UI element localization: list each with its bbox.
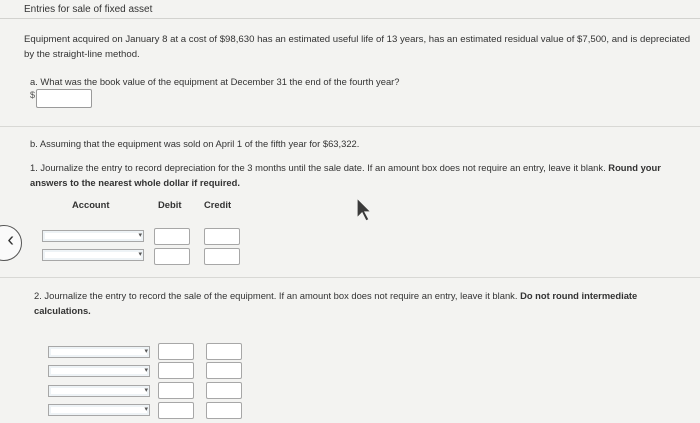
column-header-debit: Debit — [158, 199, 182, 210]
chevron-down-icon: ▾ — [144, 367, 148, 374]
step2-credit-input-2[interactable] — [206, 362, 242, 379]
section-divider — [0, 277, 700, 278]
step2-credit-input-3[interactable] — [206, 382, 242, 399]
currency-symbol: $ — [30, 90, 36, 100]
step2-debit-input-4[interactable] — [158, 402, 194, 419]
step2-account-select-1[interactable] — [48, 346, 150, 358]
part-b-question: b. Assuming that the equipment was sold on April 1 of the fifth year for $63,322. — [30, 138, 360, 149]
chevron-down-icon: ▾ — [138, 232, 142, 239]
step2-debit-input-2[interactable] — [158, 362, 194, 379]
step2-account-select-3[interactable] — [48, 385, 150, 397]
chevron-down-icon: ▾ — [144, 406, 148, 413]
header-divider — [0, 18, 700, 19]
chevron-left-icon: ‹ — [7, 229, 14, 251]
step2-account-select-4[interactable] — [48, 404, 150, 416]
step1-credit-input-1[interactable] — [204, 228, 240, 245]
step2-account-select-2[interactable] — [48, 365, 150, 377]
step2-instructions — [34, 288, 674, 318]
step2-credit-input-1[interactable] — [206, 343, 242, 360]
mouse-cursor-icon — [355, 196, 373, 222]
column-header-account: Account — [72, 199, 110, 210]
step2-debit-input-3[interactable] — [158, 382, 194, 399]
back-tab[interactable] — [0, 225, 22, 261]
section-divider — [0, 126, 700, 127]
step2-debit-input-1[interactable] — [158, 343, 194, 360]
book-value-input[interactable] — [36, 89, 92, 108]
step2-instruction-text: 2. Journalize the entry to record the sale of the equipment. If an amount box does not require an entry, leave it blank. — [34, 290, 518, 301]
problem-prompt: Equipment acquired on January 8 at a cost of $98,630 has an estimated useful life of 13 years, has an estimated residual value of $7,500, and is depreciated by the straight-line method. — [24, 34, 691, 60]
step1-instruction-text: 1. Journalize the entry to record depreciation for the 3 months until the sale date. If an amount box does not require an entry, leave it blank. — [30, 162, 606, 173]
page-title: Entries for sale of fixed asset — [24, 4, 153, 15]
step2-credit-input-4[interactable] — [206, 402, 242, 419]
step2-rounding-note: Do not round intermediate calculations. — [34, 290, 638, 316]
chevron-down-icon: ▾ — [144, 387, 148, 394]
chevron-down-icon: ▾ — [138, 251, 142, 258]
column-header-credit: Credit — [204, 199, 232, 210]
step1-account-select-2[interactable] — [42, 249, 144, 261]
part-a-question: a. What was the book value of the equipment at December 31 the end of the fourth year? — [30, 76, 400, 87]
chevron-down-icon: ▾ — [144, 348, 148, 355]
step1-account-select-1[interactable] — [42, 230, 144, 242]
step1-debit-input-1[interactable] — [154, 228, 190, 245]
step1-credit-input-2[interactable] — [204, 248, 240, 265]
step1-instructions — [30, 160, 695, 190]
step1-debit-input-2[interactable] — [154, 248, 190, 265]
step1-rounding-note: Round your answers to the nearest whole dollar if required. — [30, 162, 661, 188]
